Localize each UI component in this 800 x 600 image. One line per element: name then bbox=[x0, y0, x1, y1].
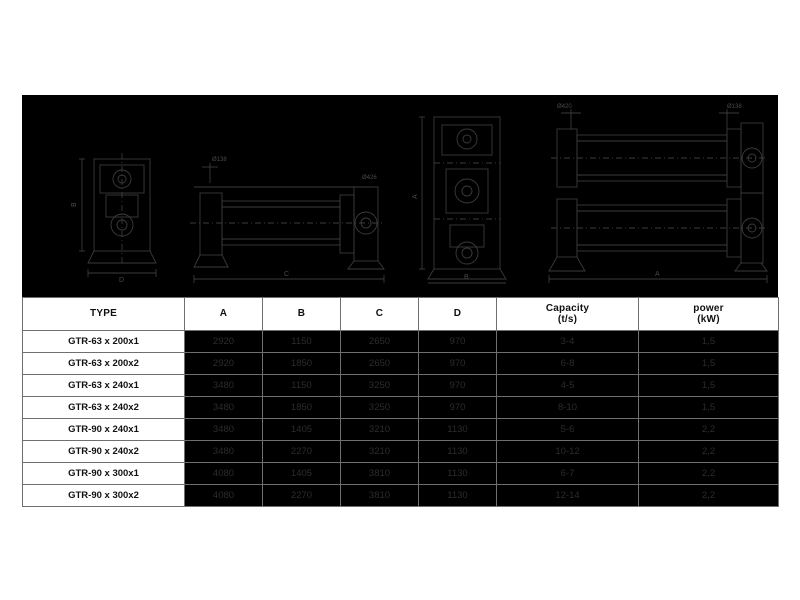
cell-capacity: 8-10 bbox=[497, 397, 639, 419]
column-header-power-label: power bbox=[693, 302, 724, 314]
column-header-capacity bbox=[497, 298, 639, 331]
dimension-label-a: A bbox=[655, 271, 660, 278]
cell-type: GTR-90 x 300x1 bbox=[23, 463, 185, 485]
cell-a: 2920 bbox=[185, 331, 263, 353]
cell-c: 3210 bbox=[341, 441, 419, 463]
cell-type: GTR-63 x 240x1 bbox=[23, 375, 185, 397]
table-row bbox=[23, 419, 779, 441]
cell-c: 3810 bbox=[341, 463, 419, 485]
cell-d: 970 bbox=[419, 331, 497, 353]
cell-a: 3480 bbox=[185, 375, 263, 397]
cell-d: 970 bbox=[419, 375, 497, 397]
dimension-label-c: C bbox=[284, 271, 290, 278]
cell-a: 3480 bbox=[185, 419, 263, 441]
cell-power: 1,5 bbox=[639, 331, 779, 353]
cell-d: 1130 bbox=[419, 485, 497, 507]
cell-c: 3250 bbox=[341, 397, 419, 419]
column-header-type bbox=[23, 298, 185, 331]
cell-d: 1130 bbox=[419, 419, 497, 441]
cell-a: 2920 bbox=[185, 353, 263, 375]
table-header-row bbox=[23, 298, 779, 331]
column-header-a-label: A bbox=[219, 308, 228, 320]
cell-capacity: 6-8 bbox=[497, 353, 639, 375]
cell-power: 2,2 bbox=[639, 485, 779, 507]
cell-c: 2650 bbox=[341, 331, 419, 353]
column-header-d-label: D bbox=[453, 308, 462, 320]
diameter-label-426: Ø426 bbox=[362, 175, 377, 181]
cell-b: 2270 bbox=[263, 441, 341, 463]
cell-b: 1405 bbox=[263, 463, 341, 485]
cell-type: GTR-63 x 200x1 bbox=[23, 331, 185, 353]
cell-b: 2270 bbox=[263, 485, 341, 507]
column-header-power-unit: (kW) bbox=[697, 314, 720, 325]
cell-power: 1,5 bbox=[639, 397, 779, 419]
column-header-b bbox=[263, 298, 341, 331]
dimension-label-a-vertical: A bbox=[412, 194, 419, 199]
cell-b: 1850 bbox=[263, 397, 341, 419]
cell-power: 2,2 bbox=[639, 441, 779, 463]
column-header-type-label: TYPE bbox=[90, 308, 117, 320]
cell-type: GTR-63 x 200x2 bbox=[23, 353, 185, 375]
diameter-label-420: Ø420 bbox=[557, 104, 572, 110]
cell-type: GTR-90 x 300x2 bbox=[23, 485, 185, 507]
column-header-d bbox=[419, 298, 497, 331]
dimension-label-d: D bbox=[119, 277, 125, 284]
table-row bbox=[23, 485, 779, 507]
cell-c: 3210 bbox=[341, 419, 419, 441]
cell-b: 1850 bbox=[263, 353, 341, 375]
front-elevation-view bbox=[172, 135, 402, 290]
table-row bbox=[23, 397, 779, 419]
cell-power: 2,2 bbox=[639, 463, 779, 485]
cell-capacity: 5-6 bbox=[497, 419, 639, 441]
table-row bbox=[23, 331, 779, 353]
cell-b: 1150 bbox=[263, 375, 341, 397]
diameter-label-138: Ø138 bbox=[212, 157, 227, 163]
cell-a: 3480 bbox=[185, 441, 263, 463]
cell-c: 2650 bbox=[341, 353, 419, 375]
cell-c: 3810 bbox=[341, 485, 419, 507]
table-row bbox=[23, 353, 779, 375]
cell-capacity: 3-4 bbox=[497, 331, 639, 353]
cell-power: 2,2 bbox=[639, 419, 779, 441]
cell-capacity: 10-12 bbox=[497, 441, 639, 463]
column-header-b-label: B bbox=[297, 308, 306, 320]
table-row bbox=[23, 375, 779, 397]
column-header-power bbox=[639, 298, 779, 331]
cell-type: GTR-90 x 240x1 bbox=[23, 419, 185, 441]
column-header-capacity-unit: (t/s) bbox=[557, 314, 578, 325]
right-assembly-view bbox=[527, 103, 772, 291]
column-header-c bbox=[341, 298, 419, 331]
table-row bbox=[23, 441, 779, 463]
dimension-label-b-center: B bbox=[464, 274, 469, 281]
cell-type: GTR-90 x 240x2 bbox=[23, 441, 185, 463]
cell-capacity: 12-14 bbox=[497, 485, 639, 507]
cell-power: 1,5 bbox=[639, 375, 779, 397]
cell-capacity: 6-7 bbox=[497, 463, 639, 485]
column-header-a bbox=[185, 298, 263, 331]
column-header-capacity-label: Capacity bbox=[545, 302, 590, 314]
table-row bbox=[23, 463, 779, 485]
technical-drawing-panel bbox=[22, 95, 778, 297]
cell-d: 970 bbox=[419, 397, 497, 419]
cell-type: GTR-63 x 240x2 bbox=[23, 397, 185, 419]
cell-capacity: 4-5 bbox=[497, 375, 639, 397]
cell-d: 1130 bbox=[419, 463, 497, 485]
center-section-view bbox=[412, 107, 522, 287]
cell-b: 1405 bbox=[263, 419, 341, 441]
cell-a: 4080 bbox=[185, 463, 263, 485]
cell-b: 1150 bbox=[263, 331, 341, 353]
cell-power: 1,5 bbox=[639, 353, 779, 375]
column-header-c-label: C bbox=[375, 308, 384, 320]
dimension-label-b: B bbox=[71, 202, 78, 207]
cell-c: 3250 bbox=[341, 375, 419, 397]
cell-d: 1130 bbox=[419, 441, 497, 463]
cell-d: 970 bbox=[419, 353, 497, 375]
cell-a: 3480 bbox=[185, 397, 263, 419]
diameter-label-138-right: Ø138 bbox=[727, 104, 742, 110]
cell-a: 4080 bbox=[185, 485, 263, 507]
specification-table bbox=[22, 297, 779, 507]
